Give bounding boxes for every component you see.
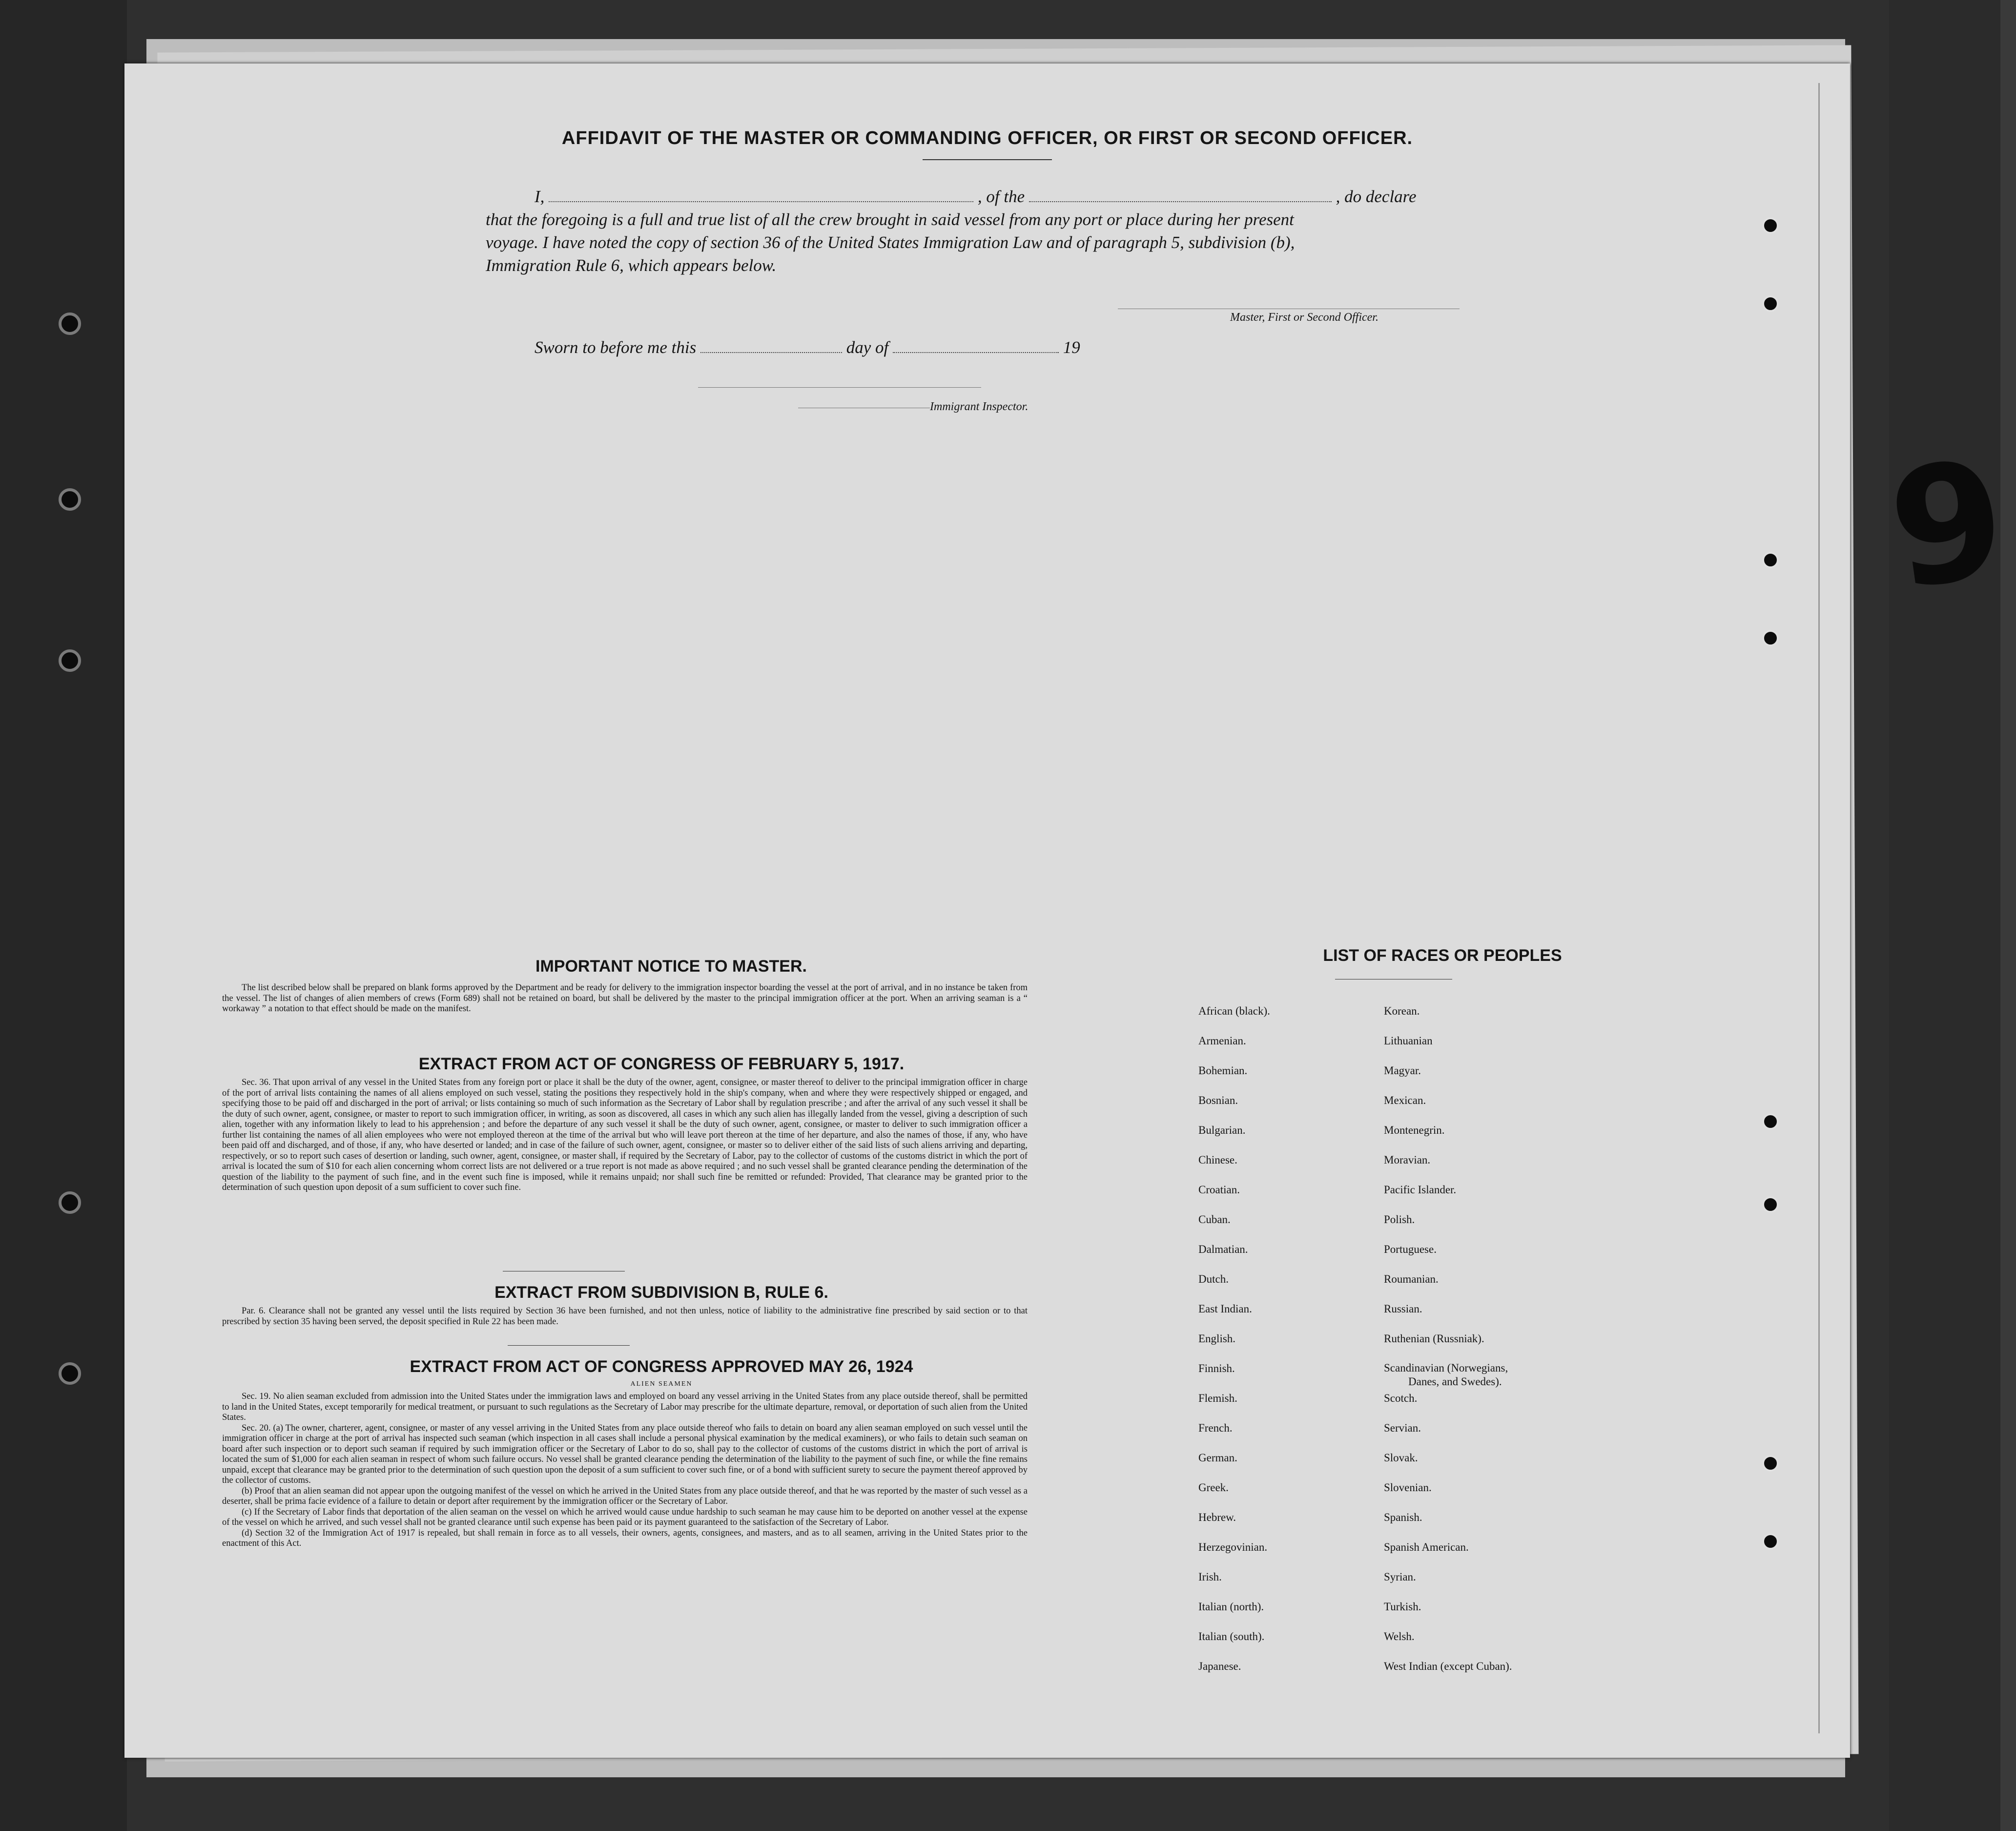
section-20c-paragraph: (c) If the Secretary of Labor finds that deportation of the alien seaman on the vessel on which he arrived would cause undue hardship to such seaman he may cause him to be deported on another vessel at the expense of the vessel on which he arrived, and such vessel shall not be granted clearance until such expense has been paid or its payment guaranteed to the satisfaction of the Secretary of Labor.: [222, 1507, 1028, 1527]
races-title: LIST OF RACES OR PEOPLES: [1323, 946, 1562, 965]
title-rule: [923, 159, 1052, 160]
binder-hole: [59, 649, 81, 672]
binder-left-edge: [0, 0, 127, 1831]
race-item: Danes, and Swedes).: [1408, 1375, 1502, 1388]
race-item: Scandinavian (Norwegians,: [1384, 1362, 1508, 1374]
declaration-line-4: Immigration Rule 6, which appears below.: [486, 256, 777, 275]
race-item: Magyar.: [1384, 1064, 1421, 1077]
race-item: Russian.: [1384, 1303, 1422, 1315]
race-item: Bohemian.: [1198, 1064, 1248, 1077]
race-item: Mexican.: [1384, 1094, 1426, 1106]
race-item: English.: [1198, 1332, 1236, 1345]
race-item: Spanish American.: [1384, 1541, 1469, 1553]
race-item: Lithuanian: [1384, 1035, 1433, 1047]
section-rule: [508, 1345, 630, 1346]
declare-i: I,: [535, 187, 545, 206]
binder-hole: [59, 1362, 81, 1385]
declaration-line-2: that the foregoing is a full and true list of all the crew brought in said vessel from any port or place during her present: [486, 210, 1294, 229]
sworn-label: Sworn to before me this: [535, 338, 697, 357]
extract-1924-text: [222, 1392, 1028, 1549]
race-item: Hebrew.: [1198, 1511, 1236, 1523]
declaration-line-3: voyage. I have noted the copy of section 36 of the United States Immigration Law and of paragraph 5, subdivision (b),: [486, 233, 1295, 252]
extract-1924-title: EXTRACT FROM ACT OF CONGRESS APPROVED MAY 26, 1924: [410, 1357, 913, 1376]
year-prefix: 19: [1063, 338, 1080, 357]
race-item: Finnish.: [1198, 1362, 1235, 1374]
race-item: Polish.: [1384, 1213, 1415, 1226]
page-hole: [1762, 1455, 1779, 1472]
race-item: Flemish.: [1198, 1392, 1237, 1404]
race-item: French.: [1198, 1422, 1233, 1434]
day-of-label: day of: [846, 338, 889, 357]
race-item: Korean.: [1384, 1005, 1420, 1017]
section-20a-paragraph: Sec. 20. (a) The owner, charterer, agent, consignee, or master of any vessel arriving in the United States from any place outside thereof who fails to detain on board any alien seaman employed on such vessel until the immigration officer in charge at the port of arrival has inspected such seaman (which inspection in all cases shall include a personal physical examination by the medical examiners), or who fails to detain such seaman on board after such inspection or to deport such seaman if required by such immigration officer or the Secretary of Labor to do so, shall pay to the collector of customs of the customs district in which the port of arrival is located the sum of $1,000 for each alien seaman in respect of whom such failure occurs. No vessel shall be granted clearance pending the determination of the liability to the payment of such fine, or while the fine remains unpaid, except that clearance may be granted prior to the determination of such question upon the deposit of a sum sufficient to cover such fine, or of a bond with sufficient surety to secure the payment thereof approved by the collector of customs.: [222, 1423, 1028, 1485]
vessel-blank[interactable]: [1029, 201, 1332, 202]
extract-rule6-title: EXTRACT FROM SUBDIVISION B, RULE 6.: [494, 1283, 828, 1302]
race-item: Bosnian.: [1198, 1094, 1238, 1106]
race-item: Cuban.: [1198, 1213, 1231, 1226]
alien-seamen-subtitle: ALIEN SEAMEN: [630, 1380, 693, 1388]
affidavit-title: AFFIDAVIT OF THE MASTER OR COMMANDING OFFICER, OR FIRST OR SECOND OFFICER.: [561, 128, 1413, 148]
rule-6-paragraph: Par. 6. Clearance shall not be granted any vessel until the lists required by Section 36 have been furnished, and not then unless, notice of liability to the administrative fine prescribed by said section or to that prescribed by section 35 having been served, the deposit specified in Rule 22 has been made.: [222, 1306, 1028, 1327]
page-hole: [1762, 1196, 1779, 1213]
declare-of-the: , of the: [977, 187, 1025, 206]
manifest-page: [124, 63, 2016, 1758]
race-item: Scotch.: [1384, 1392, 1418, 1404]
page-hole: [1762, 217, 1779, 234]
binder-right-edge: [1889, 0, 2000, 1831]
binder-hole: [59, 1191, 81, 1214]
sworn-line: [535, 338, 1080, 357]
race-item: Spanish.: [1384, 1511, 1422, 1523]
race-item: Syrian.: [1384, 1571, 1416, 1583]
page-hole: [1762, 295, 1779, 312]
race-item: Croatian.: [1198, 1184, 1240, 1196]
notice-title: IMPORTANT NOTICE TO MASTER.: [535, 957, 807, 976]
master-signature-label: Master, First or Second Officer.: [1230, 311, 1378, 324]
handwritten-page-number: 9: [1879, 424, 2016, 626]
month-blank[interactable]: [893, 352, 1059, 353]
name-blank[interactable]: [549, 201, 973, 202]
race-item: Herzegovinian.: [1198, 1541, 1268, 1553]
page-hole: [1762, 1113, 1779, 1130]
extract-1917-text: [222, 1078, 1028, 1193]
inspector-signature-line[interactable]: [698, 387, 981, 388]
race-item: Armenian.: [1198, 1035, 1246, 1047]
notice-text: [222, 983, 1028, 1015]
page-hole: [1762, 552, 1779, 568]
day-blank[interactable]: [700, 352, 842, 353]
race-item: Italian (north).: [1198, 1601, 1264, 1613]
section-19-paragraph: Sec. 19. No alien seaman excluded from admission into the United States under the immigration laws and employed on board any vessel arriving in the United States from any place outside thereof, shall be permitted to land in the United States, except temporarily for medical treatment, or pursuant to such regulations as the Secretary of Labor may prescribe for the ultimate departure, removal, or deportation of such alien from the United States.: [222, 1392, 1028, 1422]
fold-line: [1818, 83, 1820, 1733]
race-item: Turkish.: [1384, 1601, 1421, 1613]
race-item: Moravian.: [1384, 1154, 1431, 1166]
race-item: Japanese.: [1198, 1660, 1241, 1672]
races-left-column: [1198, 996, 1270, 1681]
race-item: Bulgarian.: [1198, 1124, 1246, 1136]
race-item: Montenegrin.: [1384, 1124, 1445, 1136]
section-20d-paragraph: (d) Section 32 of the Immigration Act of 1917 is repealed, but shall remain in force as to all vessels, their owners, agents, consignees, and masters, and as to all seamen, arriving in the United States prior to the enactment of this Act.: [222, 1528, 1028, 1548]
race-item: Chinese.: [1198, 1154, 1237, 1166]
section-20b-paragraph: (b) Proof that an alien seaman did not appear upon the outgoing manifest of the vessel on which he arrived in the United States from any place outside thereof, and that he was reported by the master of such vessel as a deserter, shall be prima facie evidence of a failure to detain or deport after requirement by the immigration officer or the Secretary of Labor.: [222, 1486, 1028, 1506]
race-item: Italian (south).: [1198, 1630, 1265, 1643]
race-item: West Indian (except Cuban).: [1384, 1660, 1512, 1672]
race-item: German.: [1198, 1452, 1237, 1464]
extract-1917-title: EXTRACT FROM ACT OF CONGRESS OF FEBRUARY 5, 1917.: [418, 1055, 905, 1073]
race-item: African (black).: [1198, 1005, 1270, 1017]
race-item: Servian.: [1384, 1422, 1421, 1434]
race-item: Portuguese.: [1384, 1243, 1437, 1255]
race-item: Slovak.: [1384, 1452, 1418, 1464]
page-hole: [1762, 1533, 1779, 1550]
races-right-column: [1384, 996, 1512, 1681]
declaration-line-1: [535, 187, 1417, 207]
notice-paragraph: The list described below shall be prepared on blank forms approved by the Department and be ready for delivery to the immigration inspector boarding the vessel at the port of arrival, and in no instance be taken from the vessel. The list of changes of alien members of crews (Form 689) shall not be retained on board, but shall be delivered by the master to the principal immigration officer at the port. When an arriving seaman is a “ workaway ” a notation to that effect should be made on the manifest.: [222, 983, 1028, 1014]
page-hole: [1762, 630, 1779, 646]
race-item: Dutch.: [1198, 1273, 1229, 1285]
race-item: Greek.: [1198, 1481, 1229, 1494]
race-item: Slovenian.: [1384, 1481, 1432, 1494]
binder-hole: [59, 488, 81, 511]
race-item: East Indian.: [1198, 1303, 1252, 1315]
race-item: Welsh.: [1384, 1630, 1415, 1643]
declare-end: , do declare: [1336, 187, 1417, 206]
extract-rule6-text: [222, 1306, 1028, 1327]
race-item: Dalmatian.: [1198, 1243, 1248, 1255]
race-item: Roumanian.: [1384, 1273, 1439, 1285]
section-36-paragraph: Sec. 36. That upon arrival of any vessel in the United States from any foreign port or place it shall be the duty of the owner, agent, consignee, or master thereof to deliver to the principal immigration officer in charge of the port of arrival lists containing the names of all aliens employed on such vessel, stating the positions they respectively hold in the ship's company, when and where they were respectively shipped or engaged, and specifying those to be paid off and discharged in the port of arrival; or lists containing so much of such information as the Secretary of Labor shall by regulation prescribe ; and after the arrival of any such vessel it shall be the duty of such owner, agent, consignee, or master to report to such immigration officer, in writing, as soon as discovered, all cases in which any such alien has illegally landed from the vessel, giving a description of such alien, together with any information likely to lead to his apprehension ; and before the departure of any such vessel it shall be the duty of such owner, agent, consignee, or master to deliver to such immigration officer a further list containing the names of all alien employees who were not employed thereon at the time of the arrival but who will leave port thereon at the time of her departure, and also the names of those, if any, who have been paid off and discharged, and of those, if any, who have deserted or landed; and in case of the failure of such owner, agent, consignee, or master so to deliver either of the said lists of such aliens arriving and departing, respectively, or so to report such cases of desertion or landing, such owner, agent, consignee, or master shall, if required by the Secretary of Labor, pay to the collector of customs of the customs district in which the port of arrival is located the sum of $10 for each alien concerning whom correct lists are not delivered or a true report is not made as above required ; and no such vessel shall be granted clearance pending the determination of the question of the liability to the payment of such fine, and in the event such fine is imposed, while it remains unpaid; nor shall such fine be remitted or refunded: Provided, That clearance may be granted prior to the determination of such question upon deposit of a sum sufficient to cover such fine.: [222, 1078, 1028, 1192]
race-item: Pacific Islander.: [1384, 1184, 1457, 1196]
binder-hole: [59, 312, 81, 335]
inspector-signature-label: Immigrant Inspector.: [930, 400, 1029, 413]
race-item: Ruthenian (Russniak).: [1384, 1332, 1484, 1345]
race-item: Irish.: [1198, 1571, 1222, 1583]
